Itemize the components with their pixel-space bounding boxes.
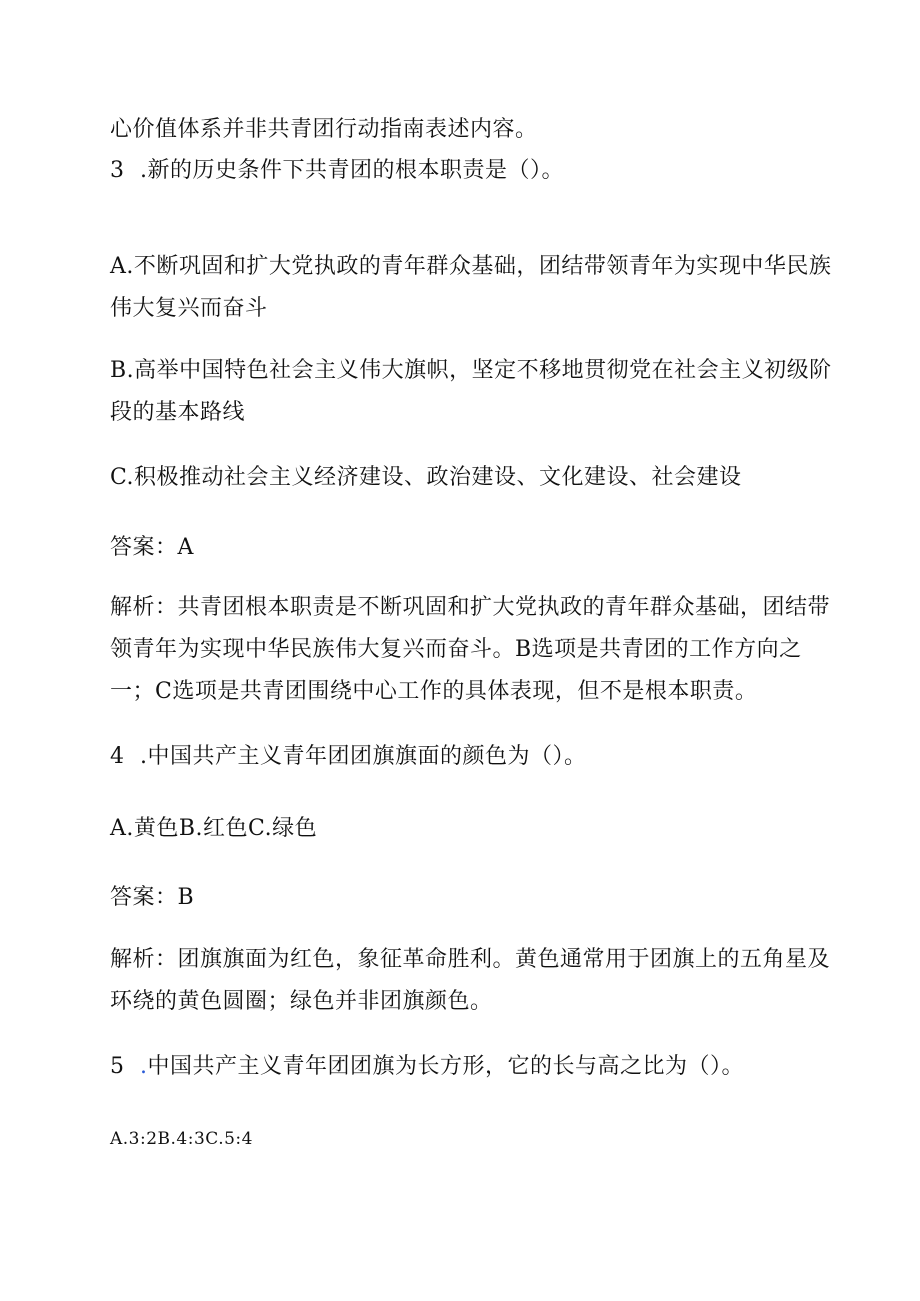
question-dot: .	[140, 1054, 148, 1079]
question-number: 3	[110, 158, 125, 183]
options-line: A.3:2B.4:3C.5:4	[110, 1129, 253, 1149]
question-3	[110, 157, 564, 185]
analysis-line-2: 领青年为实现中华民族伟大复兴而奋斗。B选项是共青团的工作方向之	[110, 637, 802, 662]
option-c: C.积极推动社会主义经济建设、政治建设、文化建设、社会建设	[110, 465, 742, 490]
analysis-line-1: 解析：共青团根本职责是不断巩固和扩大党执政的青年群众基础，团结带	[110, 595, 831, 620]
analysis-line-1: 解析：团旗旗面为红色，象征革命胜利。黄色通常用于团旗上的五角星及	[110, 947, 831, 972]
paragraph-continuation: 心价值体系并非共青团行动指南表述内容。	[110, 117, 538, 142]
question-dot: .	[140, 744, 148, 769]
question-4	[110, 743, 587, 771]
option-a-line-1: A.不断巩固和扩大党执政的青年群众基础，团结带领青年为实现中华民族	[110, 254, 832, 279]
question-dot: .	[140, 158, 148, 183]
question-text: 中国共产主义青年团团旗为长方形，它的长与高之比为（）。	[147, 1054, 745, 1079]
question-number: 4	[110, 744, 125, 769]
option-b-line-2: 段的基本路线	[110, 400, 246, 425]
question-5	[110, 1053, 744, 1081]
question-text: 中国共产主义青年团团旗旗面的颜色为（）。	[147, 744, 587, 769]
options-line: A.黄色B.红色C.绿色	[110, 816, 318, 841]
answer-label: 答案：A	[110, 535, 194, 560]
option-b-line-1: B.高举中国特色社会主义伟大旗帜，坚定不移地贯彻党在社会主义初级阶	[110, 358, 832, 383]
analysis-line-2: 环绕的黄色圆圈；绿色并非团旗颜色。	[110, 989, 493, 1014]
answer-label: 答案：B	[110, 885, 195, 910]
analysis-line-3: 一；C选项是共青团围绕中心工作的具体表现，但不是根本职责。	[110, 679, 758, 704]
option-a-line-2: 伟大复兴而奋斗	[110, 296, 268, 321]
question-number: 5	[110, 1054, 125, 1079]
question-text: 新的历史条件下共青团的根本职责是（）。	[147, 158, 565, 183]
